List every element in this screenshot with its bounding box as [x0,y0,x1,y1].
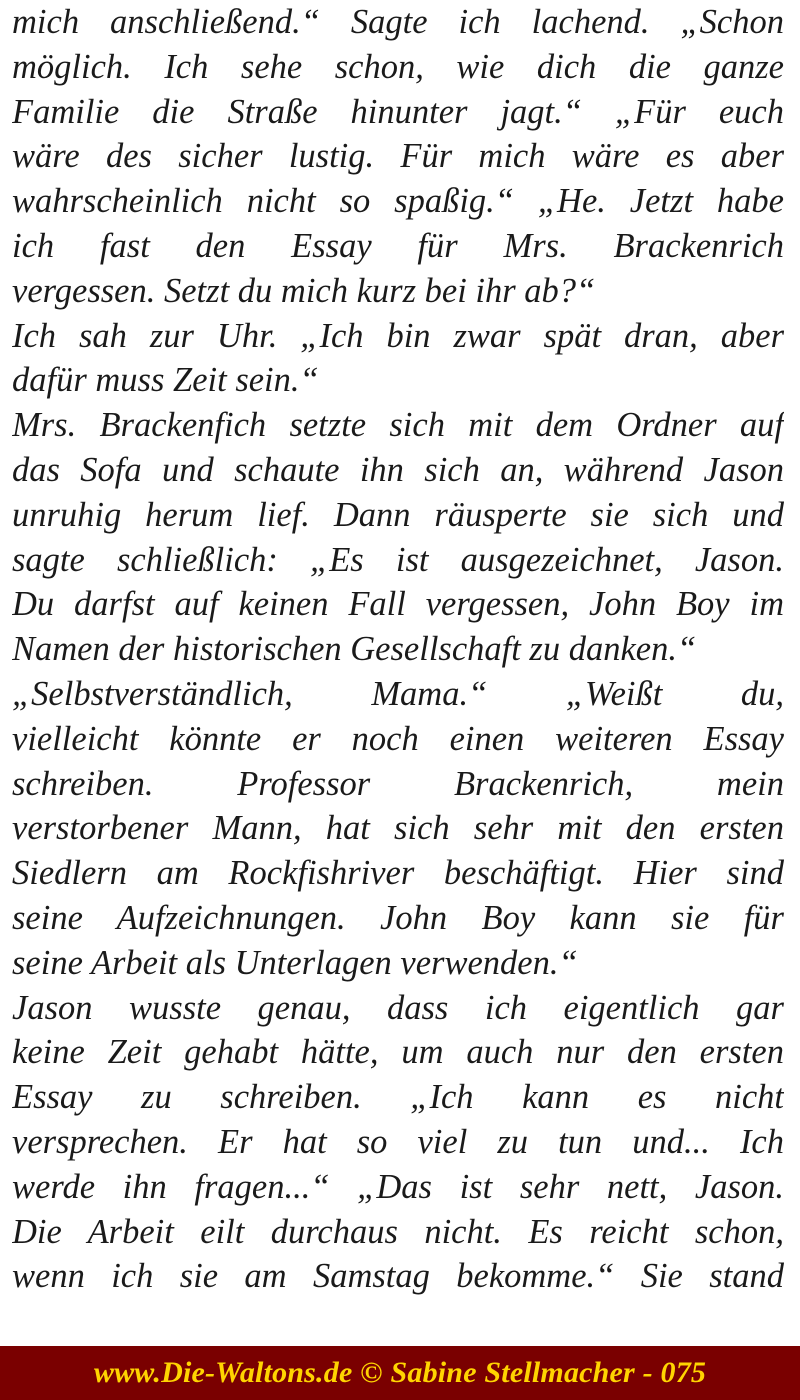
text-line: möglich. Ich sehe schon, wie dich die ganze [12,47,784,86]
text-line: Namen der historischen Gesellschaft zu danken.“ [12,630,697,669]
footer-banner [0,1346,800,1400]
text-line: keine Zeit gehabt hätte, um auch nur den ersten [12,1033,784,1072]
text-line: Jason wusste genau, dass ich eigentlich gar [12,988,784,1027]
text-line: Ich sah zur Uhr. „Ich bin zwar spät dran, aber [12,316,784,355]
text-line: verstorbener Mann, hat sich sehr mit den ersten [12,809,784,848]
text-line: wäre des sicher lustig. Für mich wäre es aber [12,137,784,176]
footer-credit: www.Die-Waltons.de © Sabine Stellmacher - 075 [93,1356,707,1389]
text-line: Die Arbeit eilt durchaus nicht. Es reicht schon, [12,1212,784,1251]
text-line: Mrs. Brackenfich setzte sich mit dem Ordner auf [12,406,784,445]
text-line: das Sofa und schaute ihn sich an, während Jason [12,450,784,489]
text-line: seine Arbeit als Unterlagen verwenden.“ [12,943,578,982]
text-line: Familie die Straße hinunter jagt.“ „Für euch [12,92,784,131]
text-line: unruhig herum lief. Dann räusperte sie sich und [12,495,784,534]
text-line: wenn ich sie am Samstag bekomme.“ Sie stand [12,1257,784,1296]
text-line: sagte schließlich: „Es ist ausgezeichnet, Jason. [12,540,784,579]
text-line: werde ihn fragen...“ „Das ist sehr nett, Jason. [12,1167,784,1206]
text-line: Siedlern am Rockfishriver beschäftigt. Hier sind [12,854,784,893]
page-text [12,0,784,1299]
text-line: schreiben. Professor Brackenrich, mein [12,764,784,803]
text-line: wahrscheinlich nicht so spaßig.“ „He. Jetzt habe [12,182,784,221]
text-line: mich anschließend.“ Sagte ich lachend. „Schon [12,3,784,41]
text-line: „Selbstverständlich, Mama.“ „Weißt du, [12,674,784,713]
text-line: vielleicht könnte er noch einen weiteren Essay [12,719,784,758]
text-line: Essay zu schreiben. „Ich kann es nicht [12,1078,784,1117]
text-line: dafür muss Zeit sein.“ [12,361,319,400]
text-line: ich fast den Essay für Mrs. Brackenrich [12,226,784,265]
text-line: seine Aufzeichnungen. John Boy kann sie für [12,898,784,937]
text-line: Du darfst auf keinen Fall vergessen, John Boy im [12,585,784,624]
text-line: vergessen. Setzt du mich kurz bei ihr ab?“ [12,271,596,310]
text-line: versprechen. Er hat so viel zu tun und... Ich [12,1122,784,1161]
